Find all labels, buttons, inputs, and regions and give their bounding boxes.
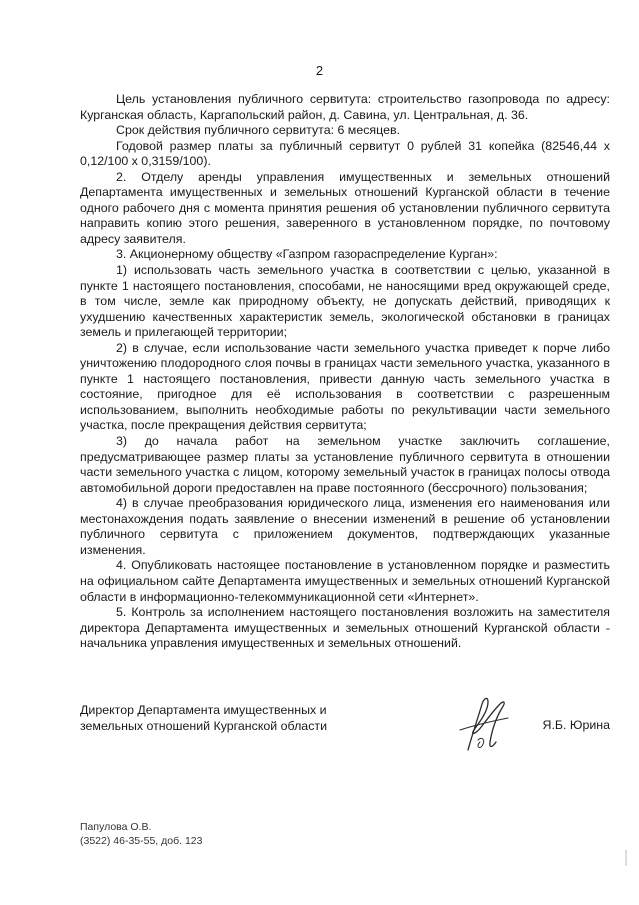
signer-title-line-1: Директор Департамента имущественных и <box>80 703 327 717</box>
paragraph-item-3: 3. Акционерному обществу «Газпром газораспределение Курган»: <box>116 247 498 262</box>
paragraph-annual-fee: Годовой размер платы за публичный сервитут 0 рублей 31 копейка (82546,44 х 0,12/100 х 0,3159/100). <box>80 138 610 169</box>
paragraph-item-4: 4. Опубликовать настоящее постановление в установленном порядке и разместить на официальном сайте Департамента имущественных и земельных отношений Курганской области в информационно-телекоммуникационной сети «Интернет». <box>80 558 610 604</box>
paragraph-item-5: 5. Контроль за исполнением настоящего постановления возложить на заместителя директора Департамента имущественных и земельных отношений Курганской области - начальника управления имущественных и земельных отношений. <box>80 605 610 651</box>
paragraph-subitem-2: 2) в случае, если использование части земельного участка приведет к порче либо уничтожению плодородного слоя почвы в границах части земельного участка, указанного в пункте 1 настоящего постановления, привести данную часть земельного участка в состояние, пригодное для её использования в соответствии с разрешенным использованием, выполнить необходимые работы по рекультивации части земельного участка, после прекращения действия сервитута; <box>80 340 610 433</box>
executor-name: Папулова О.В. <box>80 821 152 833</box>
scan-edge-mark <box>624 849 628 867</box>
executor-info <box>80 821 202 848</box>
signer-title <box>80 702 360 734</box>
signature-block <box>80 702 610 762</box>
paragraph-subitem-1: 1) использовать часть земельного участка в соответствии с целью, указанной в пункте 1 настоящего постановления, способами, не наносящими вред окружающей среде, в том числе, земле как природному объекту, не допускать действий, приводящих к ухудшению качественных характеристик земель, экологической обстановки в границах земель и прилегающей территории; <box>80 263 610 340</box>
signer-name: Я.Б. Юрина <box>542 718 610 732</box>
paragraph-subitem-4: 4) в случае преобразования юридического лица, изменения его наименования или местонахождения подать заявление о внесении изменений в решение об установлении публичного сервитута с приложением документов, подтверждающих указанные изменения. <box>80 496 610 557</box>
handwritten-signature <box>448 690 518 760</box>
paragraph-item-2: 2. Отделу аренды управления имущественных и земельных отношений Департамента имущественных и земельных отношений Курганской области в течение одного рабочего дня с момента принятия решения об установлении публичного сервитута направить копию этого решения, заверенного в установленном порядке, по почтовому адресу заявителя. <box>80 169 610 246</box>
paragraph-subitem-3: 3) до начала работ на земельном участке заключить соглашение, предусматривающее размер платы за установление публичного сервитута в отношении части земельного участка с лицом, которому земельный участок в границах полосы отвода автомобильной дороги предоставлен на праве постоянного (бессрочного) пользования; <box>80 434 610 495</box>
paragraph-servitude-purpose: Цель установления публичного сервитута: строительство газопровода по адресу: Курганская область, Каргапольский район, д. Савина, ул. Центральная, д. 36. <box>80 92 610 122</box>
executor-phone: (3522) 46-35-55, доб. 123 <box>80 834 203 847</box>
page-number: 2 <box>315 63 324 78</box>
paragraph-servitude-term: Срок действия публичного сервитута: 6 месяцев. <box>116 123 400 138</box>
document-body <box>80 92 610 652</box>
signer-title-line-2: земельных отношений Курганской области <box>80 719 327 733</box>
